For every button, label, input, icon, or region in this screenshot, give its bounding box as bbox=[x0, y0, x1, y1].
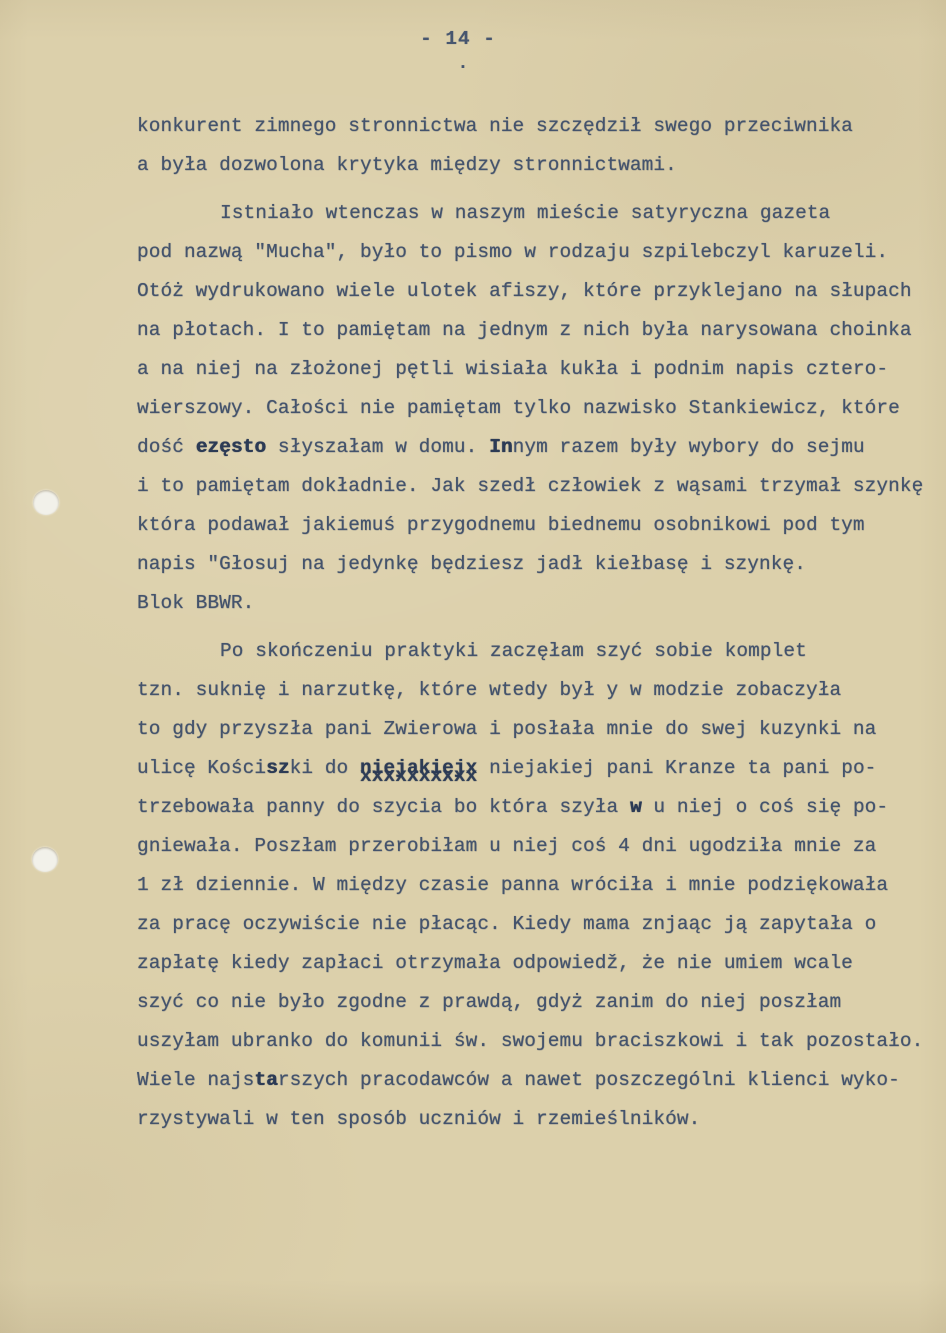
overstruck-text: ezęsto bbox=[195, 436, 267, 458]
text-line bbox=[137, 671, 927, 710]
text-segment: tzn. suknię i narzutkę, które wtedy był y w modzie zobaczyła bbox=[137, 679, 842, 701]
typewritten-text bbox=[137, 107, 927, 1139]
text-line bbox=[137, 506, 927, 545]
text-segment: Otóż wydrukowano wiele ulotek afiszy, które przyklejano na słupach bbox=[137, 280, 912, 302]
text-segment: napis "Głosuj na jedynkę będziesz jadł kiełbasę i szynkę. bbox=[137, 553, 806, 575]
text-segment: Po skończeniu praktyki zaczęłam szyć sobie komplet bbox=[220, 640, 807, 662]
text-segment: nym razem były wybory do sejmu bbox=[512, 436, 865, 458]
text-line bbox=[137, 1100, 927, 1139]
text-segment: która podawał jakiemuś przygodnemu biednemu osobnikowi pod tym bbox=[137, 514, 865, 536]
text-line bbox=[137, 272, 927, 311]
text-line bbox=[137, 389, 927, 428]
page-number-dot: . bbox=[457, 52, 469, 74]
text-segment: a na niej na złożonej pętli wisiała kukła i podnim napis cztero- bbox=[137, 358, 889, 380]
text-line bbox=[137, 905, 927, 944]
overstruck-text: ta bbox=[254, 1069, 278, 1091]
text-segment: ulicę Kości bbox=[137, 757, 267, 779]
text-segment: za pracę oczywiście nie płacąc. Kiedy mama znjaąc ją zapytała o bbox=[137, 913, 877, 935]
text-segment: szyć co nie było zgodne z prawdą, gdyż zanim do niej poszłam bbox=[137, 991, 842, 1013]
text-segment: Wiele najs bbox=[137, 1069, 255, 1091]
text-line bbox=[137, 350, 927, 389]
text-line bbox=[137, 827, 927, 866]
text-line bbox=[137, 632, 927, 671]
text-segment: na płotach. I to pamiętam na jednym z nich była narysowana choinka bbox=[137, 319, 912, 341]
text-segment: to gdy przyszła pani Zwierowa i posłała mnie do swej kuzynki na bbox=[137, 718, 877, 740]
overstruck-text: In bbox=[489, 436, 513, 458]
overstruck-text: sz bbox=[266, 757, 290, 779]
text-line bbox=[137, 233, 927, 272]
text-segment: pod nazwą "Mucha", było to pismo w rodzaju szpilebczyl karuzeli. bbox=[137, 241, 889, 263]
text-segment: konkurent zimnego stronnictwa nie szczędził swego przeciwnika bbox=[137, 115, 853, 137]
text-segment: rszych pracodawców a nawet poszczególni klienci wyko- bbox=[277, 1069, 900, 1091]
text-line bbox=[137, 467, 927, 506]
text-line bbox=[137, 749, 927, 788]
text-line bbox=[137, 866, 927, 905]
text-line bbox=[137, 545, 927, 584]
page-number: - 14 - bbox=[420, 28, 496, 50]
text-segment: słyszałam w domu. bbox=[266, 436, 490, 458]
text-line bbox=[137, 1022, 927, 1061]
punch-hole-icon bbox=[33, 490, 59, 515]
text-segment: a była dozwolona krytyka między stronnictwami. bbox=[137, 154, 677, 176]
text-line bbox=[137, 584, 927, 623]
text-segment: i to pamiętam dokładnie. Jak szedł człowiek z wąsami trzymał szynkę bbox=[137, 475, 924, 497]
text-line bbox=[137, 788, 927, 827]
text-segment: rzystywali w ten sposób uczniów i rzemieślników. bbox=[137, 1108, 701, 1130]
text-line bbox=[137, 1061, 927, 1100]
text-segment: ki do bbox=[289, 757, 361, 779]
text-segment: gniewała. Poszłam przerobiłam u niej coś 4 dni ugodziła mnie za bbox=[137, 835, 877, 857]
text-segment: trzebowała panny do szycia bo która szyła bbox=[137, 796, 630, 818]
text-line bbox=[137, 146, 927, 185]
text-line bbox=[137, 710, 927, 749]
text-segment: wierszowy. Całości nie pamiętam tylko nazwisko Stankiewicz, które bbox=[137, 397, 900, 419]
text-segment: 1 zł dziennie. W między czasie panna wróciła i mnie podziękowała bbox=[137, 874, 889, 896]
text-line bbox=[137, 107, 927, 146]
text-segment: dość bbox=[137, 436, 196, 458]
text-segment: Blok BBWR. bbox=[137, 592, 255, 614]
text-segment: uszyłam ubranko do komunii św. swojemu braciszkowi i tak pozostało. bbox=[137, 1030, 924, 1052]
overstruck-text: w bbox=[629, 796, 642, 818]
punch-hole-icon bbox=[32, 847, 58, 872]
text-line bbox=[137, 428, 927, 467]
text-segment: zapłatę kiedy zapłaci otrzymała odpowiedž, że nie umiem wcale bbox=[137, 952, 853, 974]
text-line bbox=[137, 983, 927, 1022]
text-segment: niejakiej pani Kranze ta pani po- bbox=[477, 757, 877, 779]
text-segment: u niej o coś się po- bbox=[641, 796, 889, 818]
crossed-out-text: niejakiejx xxxxxxxxxx bbox=[360, 757, 477, 779]
text-line bbox=[137, 311, 927, 350]
text-line bbox=[137, 944, 927, 983]
text-line bbox=[137, 194, 927, 233]
text-segment: Istniało wtenczas w naszym mieście satyryczna gazeta bbox=[220, 202, 831, 224]
